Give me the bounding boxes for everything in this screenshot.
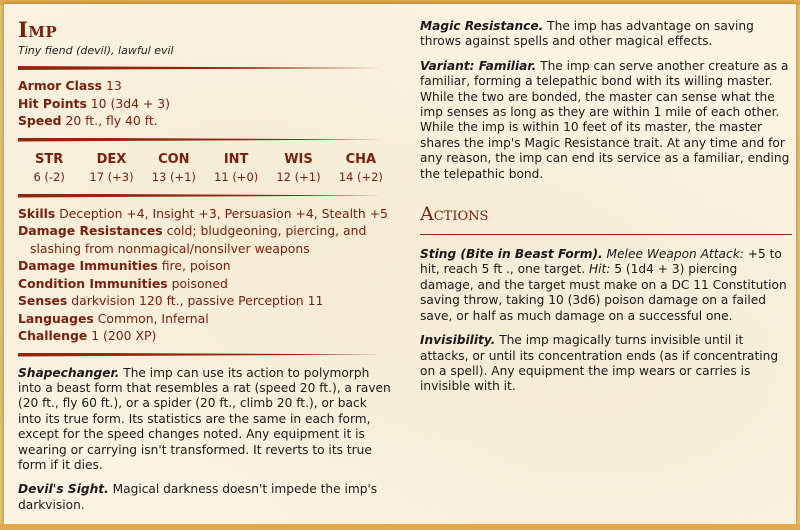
damage-immunities-label: Damage Immunities xyxy=(18,258,158,273)
damage-immunities xyxy=(18,257,392,275)
right-column xyxy=(420,19,792,395)
ability-str xyxy=(18,149,80,186)
armor-class-label: Armor Class xyxy=(18,78,102,93)
trait-shapechanger xyxy=(18,366,392,474)
hit-points-label: Hit Points xyxy=(18,95,87,111)
languages-label: Languages xyxy=(18,310,94,326)
senses-value: darkvision 120 ft., passive Perception 11 xyxy=(71,293,324,308)
trait-text: The imp can serve another creature as a familiar, forming a telepathic bond with its willing master. While the two are bonded, the master can sense what the imp senses as long as they are within 1 mile of each other. While the imp is within 10 feet of its master, the master shares the imp's Magic Resistance trait. At any time and for any reason, the imp can end its service as a familiar, ending the telepathic bond. xyxy=(420,58,790,181)
trait-name: Shapechanger. xyxy=(18,365,120,380)
ability-scores xyxy=(18,149,392,186)
ability-score: 12 (+1) xyxy=(276,169,321,184)
action-sting xyxy=(420,247,792,324)
ability-wis xyxy=(267,149,329,186)
languages-value: Common, Infernal xyxy=(97,310,209,326)
tapered-rule xyxy=(18,194,392,198)
hit-label: Hit: xyxy=(588,262,611,277)
ability-score: 17 (+3) xyxy=(89,169,134,184)
languages xyxy=(18,310,392,328)
ability-con xyxy=(143,149,205,186)
challenge-label: Challenge xyxy=(18,328,88,343)
trait-name: Devil's Sight. xyxy=(18,482,109,497)
trait-name: Magic Resistance. xyxy=(420,19,544,33)
ability-score: 14 (+2) xyxy=(338,169,383,184)
attack-text: +5 to hit, reach 5 ft ., one target. xyxy=(420,247,782,277)
bottom-border xyxy=(0,524,800,530)
condition-immunities xyxy=(18,275,392,293)
action-name: Invisibility. xyxy=(420,333,496,348)
stat-block xyxy=(4,4,796,524)
tapered-rule xyxy=(18,353,392,357)
ability-name: DEX xyxy=(96,151,127,167)
trait-magic-resistance xyxy=(420,19,792,50)
trait-text: Magical darkness doesn't impede the imp's darkvision. xyxy=(18,482,378,512)
monster-type: Tiny fiend (devil), lawful evil xyxy=(18,44,174,57)
tapered-rule xyxy=(18,138,392,142)
monster-name: Imp xyxy=(18,17,58,42)
challenge-value: 1 (200 XP) xyxy=(91,328,157,343)
ability-dex xyxy=(80,149,142,186)
ability-name: STR xyxy=(35,151,64,167)
ability-name: WIS xyxy=(284,151,313,167)
ability-score: 11 (+0) xyxy=(214,169,259,184)
ability-score: 6 (-2) xyxy=(33,169,65,184)
damage-resistances-value: cold; bludgeoning, piercing, and slashing from nonmagical/nonsilver weapons xyxy=(30,223,367,256)
damage-resistances xyxy=(18,222,392,257)
ability-int xyxy=(205,149,267,186)
hit-points xyxy=(18,95,392,113)
hit-text: 5 (1d4 + 3) piercing damage, and the target must make on a DC 11 Constitution saving throw, taking 10 (3d6) poison damage on a failed save, or half as much damage on a successful one. xyxy=(420,262,787,323)
ability-score: 13 (+1) xyxy=(151,169,196,184)
armor-class-value: 13 xyxy=(105,78,122,93)
damage-immunities-value: fire, poison xyxy=(161,258,231,273)
speed-label: Speed xyxy=(18,113,62,128)
action-name: Sting (Bite in Beast Form). xyxy=(420,247,603,262)
speed xyxy=(18,112,392,130)
trait-devils-sight xyxy=(18,482,392,513)
senses xyxy=(18,292,392,310)
senses-label: Senses xyxy=(18,293,68,308)
ability-name: CHA xyxy=(345,151,377,167)
actions-heading: Actions xyxy=(420,203,489,226)
actions-rule xyxy=(420,234,792,235)
ability-name: INT xyxy=(223,151,249,167)
ability-cha xyxy=(330,149,392,186)
trait-text: The imp can use its action to polymorph into a beast form that resembles a rat (speed 20 ft.), a raven (20 ft., fly 60 ft.), or a spider (20 ft., climb 20 ft.), or back into its true form. Its statistics are the same in each form, except for the speed changes noted. Any equipment it is wearing or carrying isn't transformed. It reverts to its true form if it dies. xyxy=(18,365,391,472)
challenge xyxy=(18,327,392,345)
skills-value: Deception +4, Insight +3, Persuasion +4, Stealth +5 xyxy=(59,205,388,221)
ability-name: CON xyxy=(158,151,190,167)
skills xyxy=(18,205,392,223)
left-column xyxy=(18,18,392,513)
trait-variant-familiar xyxy=(420,59,792,182)
attack-type: Melee Weapon Attack: xyxy=(606,247,744,262)
condition-immunities-value: poisoned xyxy=(171,275,228,291)
tapered-rule xyxy=(18,66,392,70)
speed-value: 20 ft., fly 40 ft. xyxy=(65,113,158,128)
trait-text: The imp has advantage on saving throws against spells and other magical effects. xyxy=(420,19,754,49)
armor-class xyxy=(18,77,392,95)
hit-points-value: 10 (3d4 + 3) xyxy=(90,95,170,111)
action-invisibility xyxy=(420,333,792,395)
trait-name: Variant: Familiar. xyxy=(420,58,537,73)
skills-label: Skills xyxy=(18,205,56,221)
action-text: The imp magically turns invisible until it attacks, or until its concentration ends (as if concentrating on a spell). Any equipment the imp wears or carries is invisible with it. xyxy=(420,333,779,394)
condition-immunities-label: Condition Immunities xyxy=(18,275,168,291)
damage-resistances-label: Damage Resistances xyxy=(18,223,163,238)
